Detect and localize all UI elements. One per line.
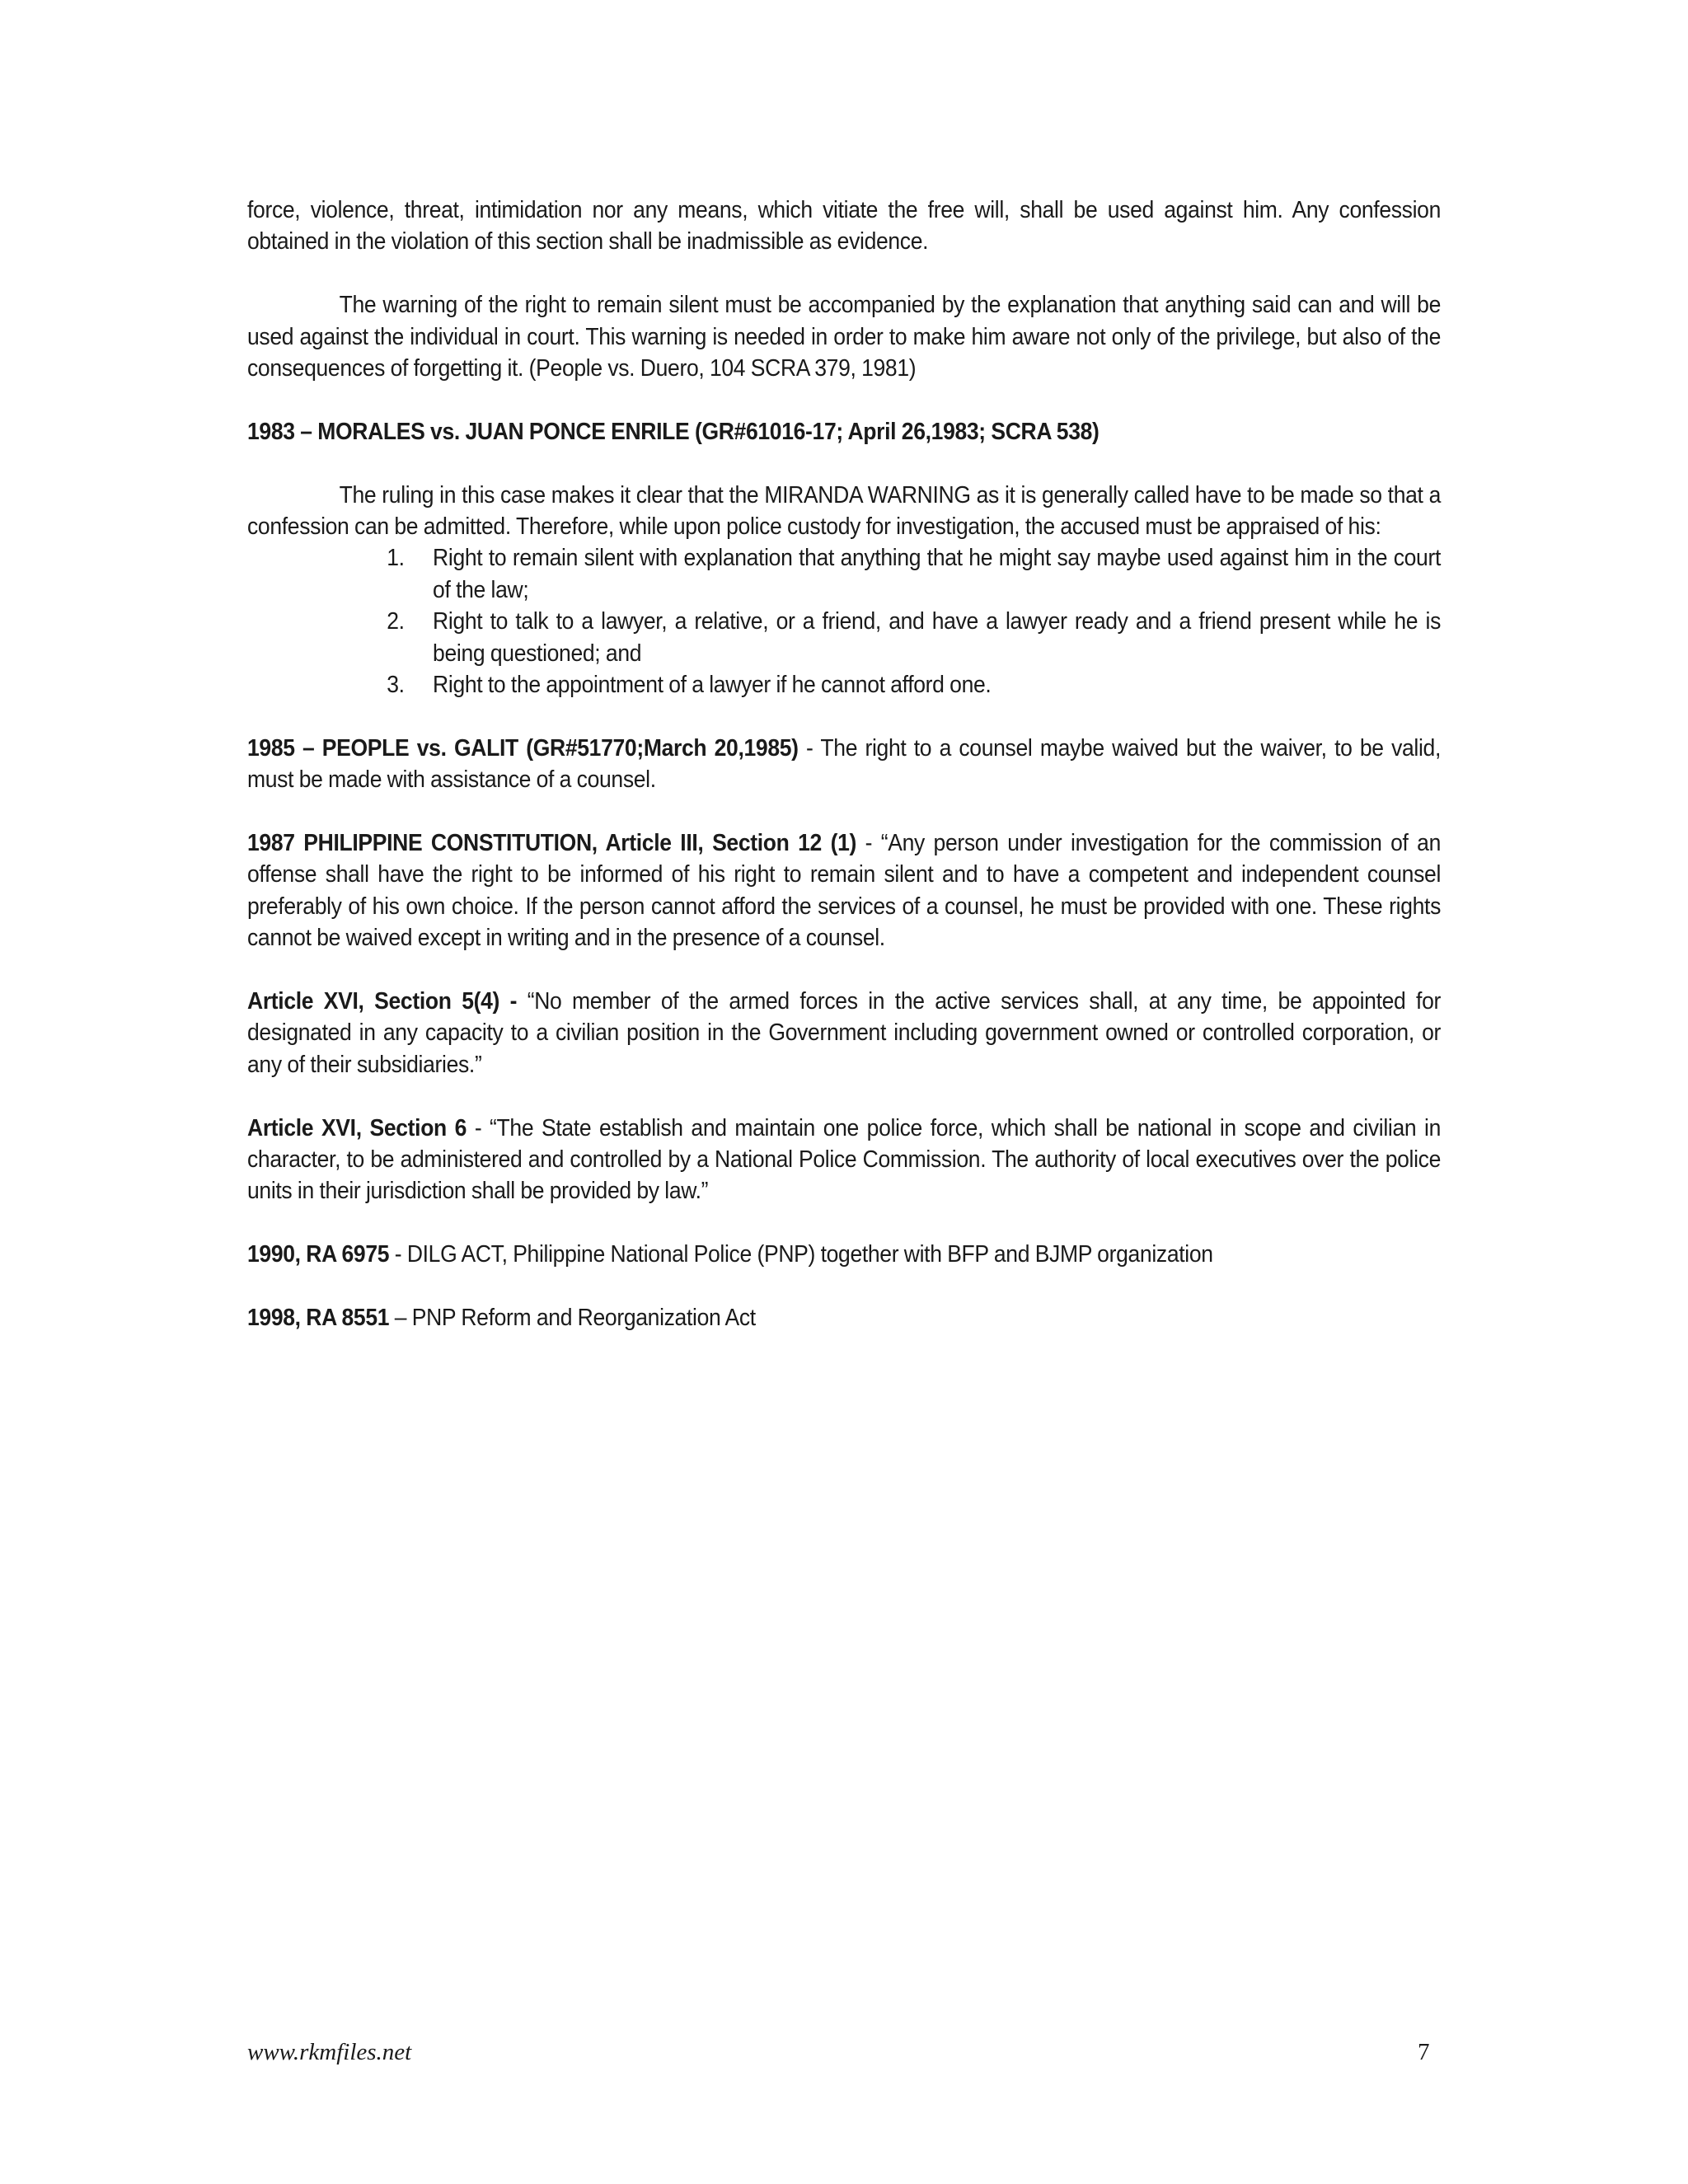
- entry-article-16-section-5-4: [247, 986, 1441, 1080]
- page-number: 7: [1418, 2039, 1430, 2065]
- list-item-text: Right to the appointment of a lawyer if he cannot afford one.: [433, 672, 992, 699]
- paragraph-miranda-ruling: The ruling in this case makes it clear that the MIRANDA WARNING as it is generally called have to be made so that a confession can be admitted. Therefore, while upon police custody for investigation, the accused must be appraised of his:: [247, 481, 1442, 541]
- paragraph-warning: The warning of the right to remain silent must be accompanied by the explanation that anything said can and will be used against the individual in court. This warning is needed in order to make him aware not only of the privilege, but also of the consequences of forgetting it. (People vs. Duero, 104 SCRA 379, 1981): [247, 292, 1442, 382]
- entry-constitution-1987: [247, 827, 1441, 954]
- entry-text: - DILG ACT, Philippine National Police (PNP) together with BFP and BJMP organization: [389, 1241, 1213, 1268]
- entry-text: - “The State establish and maintain one police force, which shall be national in scope and civilian in character, to be administered and controlled by a National Police Commission. The authority of local executives over the police units in their jurisdiction shall be provided by law.”: [247, 1114, 1442, 1205]
- entry-ra-6975: [247, 1239, 1441, 1270]
- entry-label: Article XVI, Section 6: [247, 1114, 467, 1141]
- entry-text: - “Any person under investigation for the commission of an offense shall have the right to be informed of his right to remain silent and to have a competent and independent counsel preferably of his own choice. If the person cannot afford the services of a counsel, he must be provided with one. These rights cannot be waived except in writing and in the presence of a counsel.: [247, 830, 1442, 952]
- paragraph-confession: force, violence, threat, intimidation nor any means, which vitiate the free will, shall be used against him. Any confession obtained in the violation of this section shall be inadmissible as evidence.: [247, 197, 1442, 255]
- entry-text: – PNP Reform and Reorganization Act: [389, 1305, 756, 1332]
- entry-label: 1990, RA 6975: [247, 1241, 390, 1268]
- list-item-number: 2.: [387, 608, 405, 635]
- list-item: [247, 669, 1441, 701]
- list-item: [247, 606, 1441, 669]
- entry-label: 1985 – PEOPLE vs. GALIT (GR#51770;March 20,1985): [247, 734, 799, 762]
- entry-article-16-section-6: [247, 1113, 1441, 1207]
- entry-label: Article XVI, Section 5(4) -: [247, 988, 518, 1015]
- list-item-number: 3.: [387, 672, 405, 699]
- entry-label: 1998, RA 8551: [247, 1305, 390, 1332]
- list-item: [247, 542, 1441, 606]
- entry-label: 1987 PHILIPPINE CONSTITUTION, Article III, Section 12 (1): [247, 830, 857, 857]
- page-body: [247, 194, 1441, 1366]
- entry-text: - The right to a counsel maybe waived but the waiver, to be valid, must be made with assistance of a counsel.: [247, 734, 1442, 794]
- entry-ra-8551: [247, 1302, 1441, 1333]
- list-item-number: 1.: [387, 545, 405, 572]
- heading-morales-enrile: 1983 – MORALES vs. JUAN PONCE ENRILE (GR#61016-17; April 26,1983; SCRA 538): [247, 418, 1100, 445]
- entry-people-vs-galit: [247, 733, 1441, 796]
- list-item-text: Right to remain silent with explanation that anything that he might say maybe used against him in the court of the law;: [433, 545, 1442, 603]
- footer-website: www.rkmfiles.net: [247, 2039, 412, 2065]
- list-item-text: Right to talk to a lawyer, a relative, or a friend, and have a lawyer ready and a friend present while he is being questioned; and: [433, 608, 1442, 667]
- rights-list: [247, 542, 1441, 701]
- entry-text: “No member of the armed forces in the active services shall, at any time, be appointed for designated in any capacity to a civilian position in the Government including government owned or controlled corporation, or any of their subsidiaries.”: [247, 988, 1442, 1078]
